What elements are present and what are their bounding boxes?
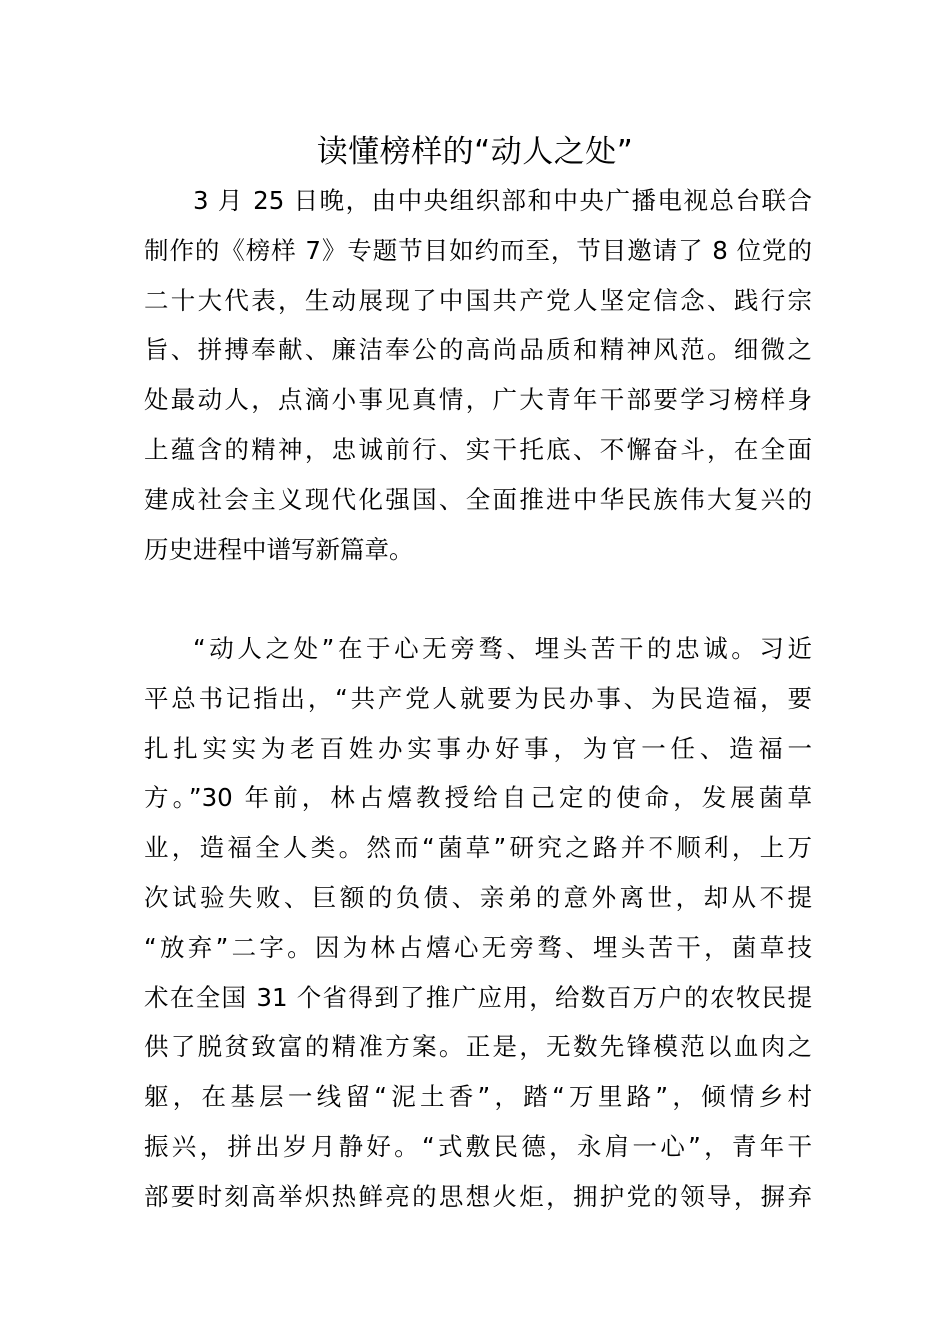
paragraph-line: 方。”30 年前，林占熺教授给自己定的使命，发展菌草 bbox=[144, 783, 812, 813]
paragraph-line: 供了脱贫致富的精准方案。正是，无数先锋模范以血肉之 bbox=[144, 1032, 812, 1062]
paragraph-line: 躯，在基层一线留“泥土香”，踏“万里路”，倾情乡村 bbox=[144, 1082, 812, 1112]
paragraph-line: 制作的《榜样 7》专题节目如约而至，节目邀请了 8 位党的 bbox=[144, 235, 812, 265]
paragraph-line: “放弃”二字。因为林占熺心无旁骛、埋头苦干，菌草技 bbox=[144, 932, 812, 962]
paragraph-line: 旨、拼搏奉献、廉洁奉公的高尚品质和精神风范。细微之 bbox=[144, 335, 812, 365]
paragraph-line: 扎扎实实为老百姓办实事办好事，为官一任、造福一 bbox=[144, 733, 812, 763]
paragraph-line: 上蕴含的精神，忠诚前行、实干托底、不懈奋斗，在全面 bbox=[144, 434, 812, 464]
document-title: 读懂榜样的“动人之处” bbox=[316, 134, 634, 170]
paragraph-line: “动人之处”在于心无旁骛、埋头苦干的忠诚。习近 bbox=[193, 634, 812, 663]
paragraph-line: 平总书记指出，“共产党人就要为民办事、为民造福，要 bbox=[144, 683, 812, 713]
paragraph-line: 振兴，拼出岁月静好。“式敷民德，永肩一心”，青年干 bbox=[144, 1131, 812, 1161]
paragraph-line: 术在全国 31 个省得到了推广应用，给数百万户的农牧民提 bbox=[144, 982, 812, 1012]
paragraph-line: 处最动人，点滴小事见真情，广大青年干部要学习榜样身 bbox=[144, 385, 812, 415]
paragraph-line: 历史进程中谱写新篇章。 bbox=[144, 534, 414, 564]
paragraph-line: 业，造福全人类。然而“菌草”研究之路并不顺利，上万 bbox=[144, 833, 812, 863]
paragraph-line: 次试验失败、巨额的负债、亲弟的意外离世，却从不提 bbox=[144, 882, 812, 912]
paragraph-line: 3 月 25 日晚，由中央组织部和中央广播电视总台联合 bbox=[193, 186, 812, 215]
paragraph-line: 建成社会主义现代化强国、全面推进中华民族伟大复兴的 bbox=[144, 484, 812, 514]
paragraph-line: 二十大代表，生动展现了中国共产党人坚定信念、践行宗 bbox=[144, 285, 812, 315]
paragraph-1 bbox=[144, 176, 812, 574]
paragraph-line: 部要时刻高举炽热鲜亮的思想火炬，拥护党的领导，摒弃 bbox=[144, 1181, 812, 1211]
paragraph-2 bbox=[144, 624, 812, 1222]
